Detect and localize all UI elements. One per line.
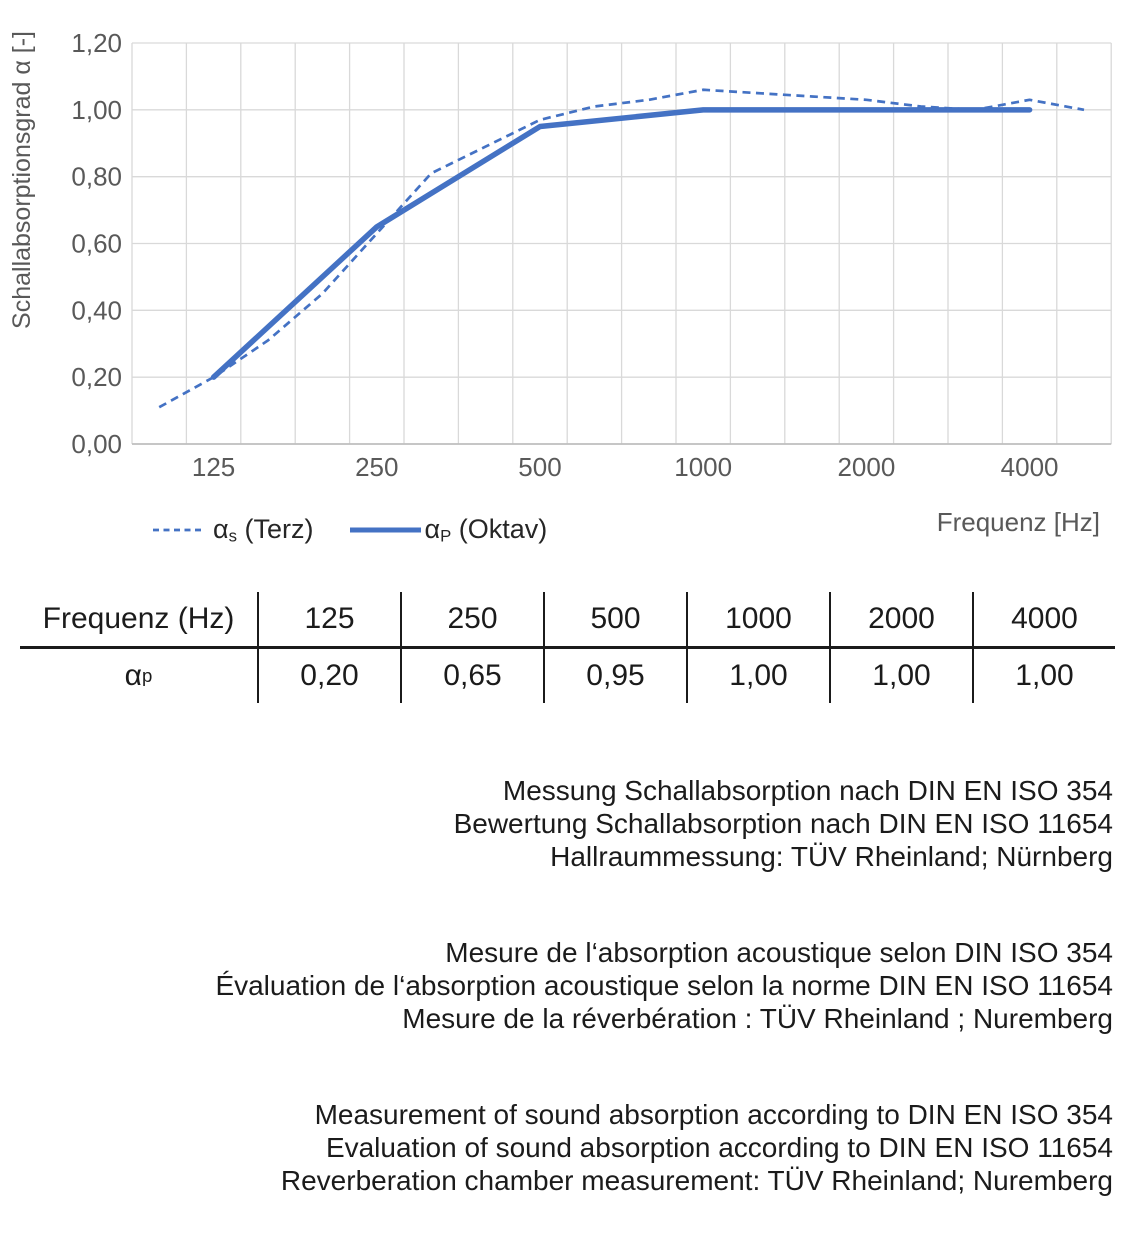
- table-frequency-value: 1000: [686, 592, 829, 649]
- table-alpha-value: 0,65: [400, 649, 543, 703]
- table-alpha-value: 0,20: [257, 649, 400, 703]
- y-tick-label: 1,00: [71, 94, 122, 125]
- legend-item-oktav: [349, 514, 547, 547]
- y-tick-label: 0,20: [71, 362, 122, 393]
- note-line: Messung Schallabsorption nach DIN EN ISO 354: [502, 775, 1113, 806]
- y-tick-label: 0,00: [71, 429, 122, 459]
- note-line: Reverberation chamber measurement: TÜV Rheinland; Nuremberg: [280, 1165, 1113, 1196]
- note-german: [454, 774, 1113, 873]
- note-line: Évaluation de l‘absorption acoustique selon la norme DIN EN ISO 11654: [215, 970, 1113, 1001]
- chart-tick-labels: [71, 28, 1058, 482]
- y-tick-label: 0,80: [71, 161, 122, 192]
- note-line: Mesure de la réverbération : TÜV Rheinland ; Nuremberg: [402, 1003, 1113, 1034]
- note-line: Hallraummessung: TÜV Rheinland; Nürnberg: [550, 841, 1113, 872]
- note-english: [281, 1098, 1113, 1197]
- note-line: Bewertung Schallabsorption nach DIN EN ISO 11654: [453, 808, 1113, 839]
- legend-label-terz: $\alpha_s$ (Terz): [213, 514, 314, 546]
- note-line: Mesure de l‘absorption acoustique selon DIN ISO 354: [445, 937, 1113, 968]
- legend-label-oktav: $\alpha_P$ (Oktav): [424, 514, 548, 546]
- y-axis-title: Schallabsorptionsgrad α [-]: [8, 31, 36, 329]
- note-french: [215, 936, 1113, 1035]
- y-tick-label: 0,60: [71, 228, 122, 259]
- table-row-label-alpha-p: α p: [124, 659, 153, 692]
- absorption-table: [20, 592, 1115, 703]
- table-alpha-value: 0,95: [543, 649, 686, 703]
- x-tick-label: 4000: [1000, 452, 1059, 482]
- table-frequency-value: 125: [257, 592, 400, 649]
- chart-legend: [152, 514, 547, 547]
- x-tick-label: 1000: [674, 452, 733, 482]
- x-tick-label: 500: [518, 452, 562, 482]
- x-tick-label: 125: [191, 452, 236, 482]
- table-alpha-value: 1,00: [829, 649, 972, 703]
- table-frequency-value: 2000: [829, 592, 972, 649]
- x-axis-title: Frequenz [Hz]: [936, 507, 1100, 537]
- legend-item-terz: [152, 514, 313, 547]
- table-alpha-value: 1,00: [972, 649, 1115, 703]
- table-header-frequency: Frequenz (Hz): [20, 592, 257, 649]
- chart-gridlines: [132, 43, 1111, 444]
- note-line: Evaluation of sound absorption according to DIN EN ISO 11654: [325, 1132, 1113, 1163]
- absorption-chart: [0, 0, 1135, 500]
- table-frequency-value: 4000: [972, 592, 1115, 649]
- solid-line-swatch: [349, 525, 421, 535]
- x-tick-label: 2000: [837, 452, 896, 482]
- table-frequency-value: 500: [543, 592, 686, 649]
- x-tick-label: 250: [355, 452, 399, 482]
- note-line: Measurement of sound absorption according to DIN EN ISO 354: [314, 1099, 1113, 1130]
- table-alpha-value: 1,00: [686, 649, 829, 703]
- table-frequency-value: 250: [400, 592, 543, 649]
- y-tick-label: 1,20: [71, 28, 122, 58]
- y-tick-label: 0,40: [71, 295, 122, 326]
- dashed-line-swatch: [152, 525, 204, 535]
